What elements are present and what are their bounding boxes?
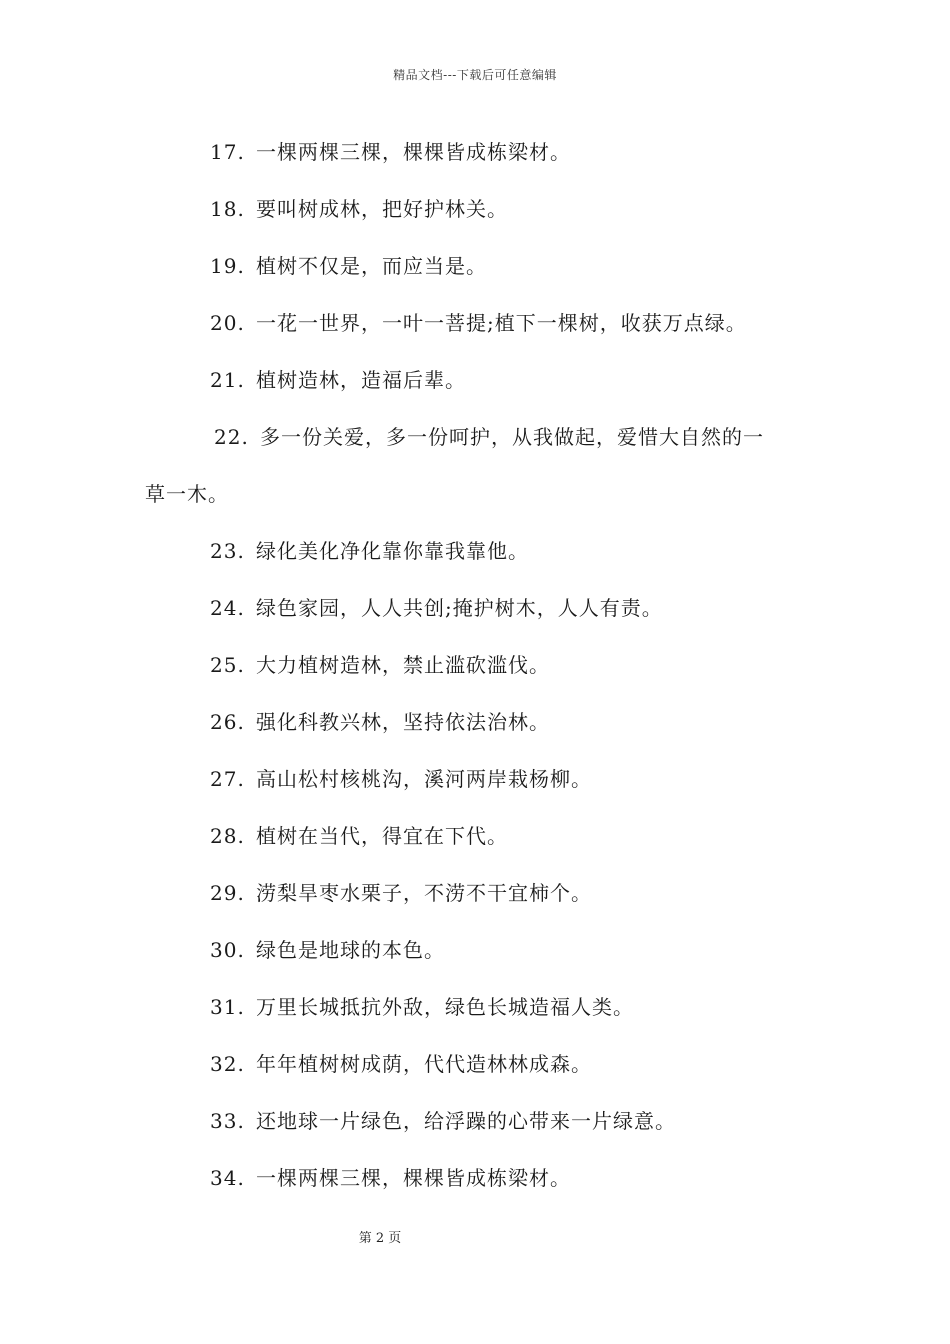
item-number: 29.	[210, 881, 245, 905]
list-item	[210, 594, 663, 622]
list-item	[210, 1164, 571, 1192]
list-item	[210, 708, 550, 736]
item-text: 一棵两棵三棵，棵棵皆成栋梁材。	[256, 140, 571, 164]
list-item	[210, 879, 592, 907]
item-text: 大力植树造林，禁止滥砍滥伐。	[256, 653, 550, 677]
item-text: 一棵两棵三棵，棵棵皆成栋梁材。	[256, 1166, 571, 1190]
list-item	[210, 366, 466, 394]
item-text: 年年植树树成荫，代代造林林成森。	[256, 1052, 592, 1076]
page-number: 第 2 页	[358, 1231, 402, 1246]
item-text: 多一份关爱，多一份呵护，从我做起，爱惜大自然的一	[260, 425, 764, 449]
item-number: 21.	[210, 368, 245, 392]
list-item-continuation: 草一木。	[145, 482, 229, 506]
item-text: 要叫树成林，把好护林关。	[256, 197, 508, 221]
list-item	[210, 651, 550, 679]
item-text: 绿化美化净化靠你靠我靠他。	[256, 539, 529, 563]
item-number: 17.	[210, 140, 245, 164]
item-number: 24.	[210, 596, 245, 620]
item-number: 20.	[210, 311, 245, 335]
item-number: 19.	[210, 254, 245, 278]
item-text: 植树不仅是，而应当是。	[256, 254, 487, 278]
list-item	[210, 138, 571, 166]
item-number: 23.	[210, 539, 245, 563]
list-item	[210, 1107, 676, 1135]
list-item	[210, 936, 445, 964]
list-item	[210, 537, 529, 565]
list-item	[210, 309, 747, 337]
item-text: 涝梨旱枣水栗子，不涝不干宜柿个。	[256, 881, 592, 905]
item-text: 强化科教兴林，坚持依法治林。	[256, 710, 550, 734]
item-number: 27.	[210, 767, 245, 791]
list-item	[214, 423, 764, 451]
item-text: 绿色是地球的本色。	[256, 938, 445, 962]
list-item	[210, 252, 487, 280]
item-text: 植树在当代，得宜在下代。	[256, 824, 508, 848]
item-number: 25.	[210, 653, 245, 677]
list-item	[210, 822, 508, 850]
item-text: 还地球一片绿色，给浮躁的心带来一片绿意。	[256, 1109, 676, 1133]
item-text: 一花一世界，一叶一菩提;植下一棵树，收获万点绿。	[256, 311, 747, 335]
list-item	[210, 993, 634, 1021]
item-number: 28.	[210, 824, 245, 848]
item-number: 18.	[210, 197, 245, 221]
item-number: 30.	[210, 938, 245, 962]
item-number: 34.	[210, 1166, 245, 1190]
item-number: 32.	[210, 1052, 245, 1076]
item-text: 植树造林，造福后辈。	[256, 368, 466, 392]
item-number: 26.	[210, 710, 245, 734]
item-number: 31.	[210, 995, 245, 1019]
item-text: 万里长城抵抗外敌，绿色长城造福人类。	[256, 995, 634, 1019]
page-header: 精品文档---下载后可任意编辑	[393, 68, 557, 82]
item-text: 高山松村核桃沟，溪河两岸栽杨柳。	[256, 767, 592, 791]
list-item	[210, 765, 592, 793]
item-text: 绿色家园，人人共创;掩护树木，人人有责。	[256, 596, 663, 620]
item-number: 33.	[210, 1109, 245, 1133]
item-number: 22.	[214, 425, 249, 449]
list-item	[210, 1050, 592, 1078]
list-item	[210, 195, 508, 223]
